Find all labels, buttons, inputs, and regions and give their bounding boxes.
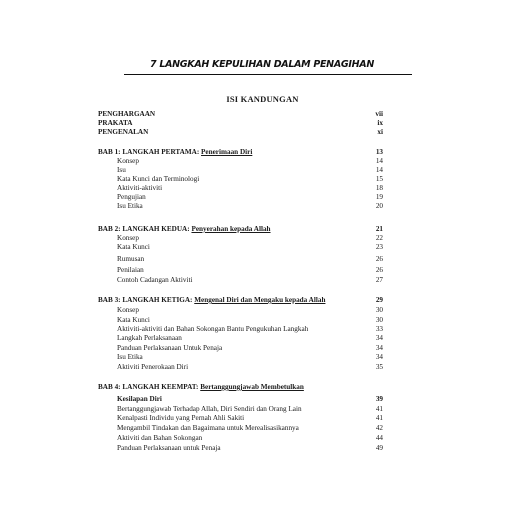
toc-entry-page: 26 xyxy=(375,266,383,274)
toc-row xyxy=(98,433,383,443)
toc-entry-page: 20 xyxy=(375,202,383,210)
toc-entry-page: 22 xyxy=(375,234,383,242)
toc-entry-title: Panduan Perlaksanaan untuk Penaja xyxy=(117,444,221,452)
toc-entry-title: Mengambil Tindakan dan Bagaimana untuk Merealisasikannya xyxy=(117,424,299,432)
toc-entry-title: PRAKATA xyxy=(98,119,133,127)
toc-entry-title: Pengujian xyxy=(117,193,146,201)
toc-entry-page: 33 xyxy=(375,325,383,333)
toc-row xyxy=(98,305,383,315)
toc-row xyxy=(98,265,383,275)
toc-row xyxy=(98,275,383,285)
chapter-title: Bertanggungjawab Membetulkan xyxy=(200,383,304,391)
toc-row xyxy=(98,242,383,252)
toc-entry-page: 18 xyxy=(375,184,383,192)
toc-entry-page: 49 xyxy=(375,444,383,452)
book-title: 7 LANGKAH KEPULIHAN DALAM PENAGIHAN xyxy=(150,59,374,70)
toc-entry-title: Aktiviti dan Bahan Sokongan xyxy=(117,434,203,442)
toc-entry-title: Rumusan xyxy=(117,255,145,263)
toc-entry-page: 30 xyxy=(375,316,383,324)
toc-entry-page: 35 xyxy=(375,363,383,371)
toc-entry-page: 34 xyxy=(375,334,383,342)
toc-entry-page: 42 xyxy=(375,424,383,432)
chapter-title: Penyerahan kepada Allah xyxy=(191,225,271,233)
chapter-heading xyxy=(98,382,383,392)
toc-entry-page: 44 xyxy=(375,434,383,442)
toc-entry-page: 15 xyxy=(375,175,383,183)
toc-row xyxy=(98,362,383,372)
toc-entry-title: Kata Kunci dan Terminologi xyxy=(117,175,200,183)
toc-row xyxy=(98,333,383,343)
toc-entry-page: 23 xyxy=(375,243,383,251)
chapter-heading xyxy=(98,295,383,305)
toc-entry-page: 41 xyxy=(375,405,383,413)
toc-entry-title: PENGHARGAAN xyxy=(98,110,156,118)
toc-row xyxy=(98,201,383,211)
toc-entry-title: Bertanggungjawab Terhadap Allah, Diri Sendiri dan Orang Lain xyxy=(117,405,302,413)
toc-row xyxy=(98,443,383,453)
toc-entry-page: 34 xyxy=(375,353,383,361)
toc-entry-title: Aktiviti-aktiviti xyxy=(117,184,163,192)
toc-entry-title: Isu Etika xyxy=(117,202,143,210)
toc-entry-title: Konsep xyxy=(117,157,139,165)
toc-heading: ISI KANDUNGAN xyxy=(226,94,299,104)
toc-row xyxy=(98,352,383,362)
toc-entry-page: xi xyxy=(377,128,383,136)
toc-entry-page: vii xyxy=(375,110,383,118)
toc-entry-title: Kata Kunci xyxy=(117,316,150,324)
toc-row xyxy=(98,254,383,264)
toc-entry-page: 34 xyxy=(375,344,383,352)
chapter-label: BAB 1: LANGKAH PERTAMA: xyxy=(98,148,200,156)
toc-row xyxy=(98,127,383,137)
toc-row xyxy=(98,413,383,423)
toc-entry-title: Langkah Perlaksanaan xyxy=(117,334,182,342)
chapter-title: Mengenal Diri dan Mengaku kepada Allah xyxy=(194,296,326,304)
toc-entry-title: Panduan Perlaksanaan Untuk Penaja xyxy=(117,344,223,352)
chapter-title: Penerimaan Diri xyxy=(201,148,253,156)
toc-entry-title: PENGENALAN xyxy=(98,128,149,136)
chapter-page: 29 xyxy=(375,296,383,304)
chapter-page: 21 xyxy=(375,225,383,233)
toc-entry-page: 41 xyxy=(375,414,383,422)
toc-entry-title: Aktiviti Penerokaan Diri xyxy=(117,363,189,371)
chapter-label: BAB 2: LANGKAH KEDUA: xyxy=(98,225,190,233)
toc-entry-title: Kata Kunci xyxy=(117,243,150,251)
toc-entry-title: Isu xyxy=(117,166,126,174)
toc-entry-page: 19 xyxy=(375,193,383,201)
chapter-page: 13 xyxy=(375,148,383,156)
toc-entry-page: 14 xyxy=(375,157,383,165)
toc-entry-title: Kenalpasti Individu yang Pernah Ahli Sakiti xyxy=(117,414,245,422)
toc-entry-title: Konsep xyxy=(117,234,139,242)
toc-entry-page: 27 xyxy=(375,276,383,284)
chapter-title-continuation: Kesilapan Diri xyxy=(117,395,162,403)
chapter-label: BAB 4: LANGKAH KEEMPAT: xyxy=(98,383,199,391)
toc-entry-page: 14 xyxy=(375,166,383,174)
toc-entry-title: Konsep xyxy=(117,306,139,314)
chapter-label: BAB 3: LANGKAH KETIGA: xyxy=(98,296,193,304)
toc-entry-title: Isu Etika xyxy=(117,353,143,361)
toc-entry-page: ix xyxy=(377,119,383,127)
toc-entry-title: Contoh Cadangan Aktiviti xyxy=(117,276,193,284)
toc-entry-title: Aktiviti-aktiviti dan Bahan Sokongan Bantu Pengukuhan Langkah xyxy=(117,325,309,333)
chapter-heading-continuation xyxy=(98,394,383,404)
toc-entry-page: 30 xyxy=(375,306,383,314)
toc-entry-page: 26 xyxy=(375,255,383,263)
toc-entry-title: Penilaian xyxy=(117,266,144,274)
toc-row xyxy=(98,423,383,433)
chapter-page: 39 xyxy=(375,395,383,403)
